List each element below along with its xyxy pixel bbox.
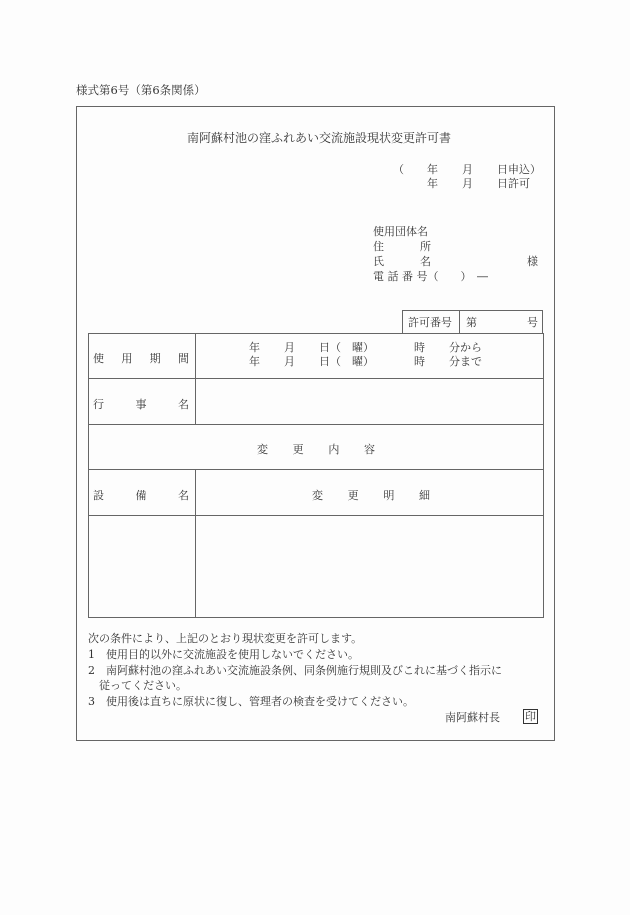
org-label: 使用団体名 (373, 225, 428, 238)
event-name-label: 行 事 名 (93, 398, 189, 411)
change-content-header: 変 更 内 容 (257, 443, 375, 456)
period-label: 使 用 期 間 (93, 352, 189, 365)
condition-item-2-cont: 従ってください。 (88, 679, 187, 692)
form-label: 様式第6号（第6条関係） (76, 83, 206, 97)
honorific: 様 (527, 255, 538, 268)
event-name-field[interactable] (197, 380, 543, 424)
permit-number-box (402, 310, 543, 334)
address-label-2: 所 (420, 240, 431, 253)
app-date-year: 年 (427, 163, 438, 176)
permit-number-suffix: 号 (527, 316, 538, 329)
seal-stamp (523, 709, 538, 724)
equipment-header: 設 備 名 (93, 489, 189, 502)
permit-date-year: 年 (427, 177, 438, 190)
phone-label: 電 話 番 号（ ） ― (373, 270, 488, 283)
permit-date-day: 日許可 (497, 177, 530, 190)
condition-item-1: 1 使用目的以外に交流施設を使用しないでください。 (88, 648, 359, 661)
app-date-day: 日申込） (497, 163, 541, 176)
conditions-intro: 次の条件により、上記のとおり現状変更を許可します。 (88, 632, 363, 645)
app-date-month: 月 (462, 163, 473, 176)
change-detail-header: 変 更 明 細 (312, 489, 430, 502)
name-label-1: 氏 (373, 255, 384, 268)
condition-item-2: 2 南阿蘇村池の窪ふれあい交流施設条例、同条例施行規則及びこれに基づく指示に (88, 664, 502, 677)
condition-item-3: 3 使用後は直ちに原状に復し、管理者の検査を受けてください。 (88, 695, 414, 708)
seal-icon: 印 (525, 710, 536, 723)
document-title: 南阿蘇村池の窪ふれあい交流施設現状変更許可書 (187, 131, 452, 145)
equipment-field[interactable] (89, 517, 195, 617)
permit-number-prefix: 第 (466, 316, 477, 329)
details-table: 使 用 期 間 年 月 日（ 曜） 時 分から 年 月 日（ 曜） 時 分まで 行 事 名 変 更 内 容 設 備 名 変 更 明 細 (88, 333, 544, 618)
app-date-open: （ (393, 163, 404, 176)
change-detail-field[interactable] (197, 517, 543, 617)
permit-date-month: 月 (462, 177, 473, 190)
name-label-2: 名 (420, 255, 431, 268)
issuer: 南阿蘇村長 (445, 711, 500, 724)
address-label-1: 住 (373, 240, 384, 253)
permit-number-label: 許可番号 (408, 316, 452, 329)
